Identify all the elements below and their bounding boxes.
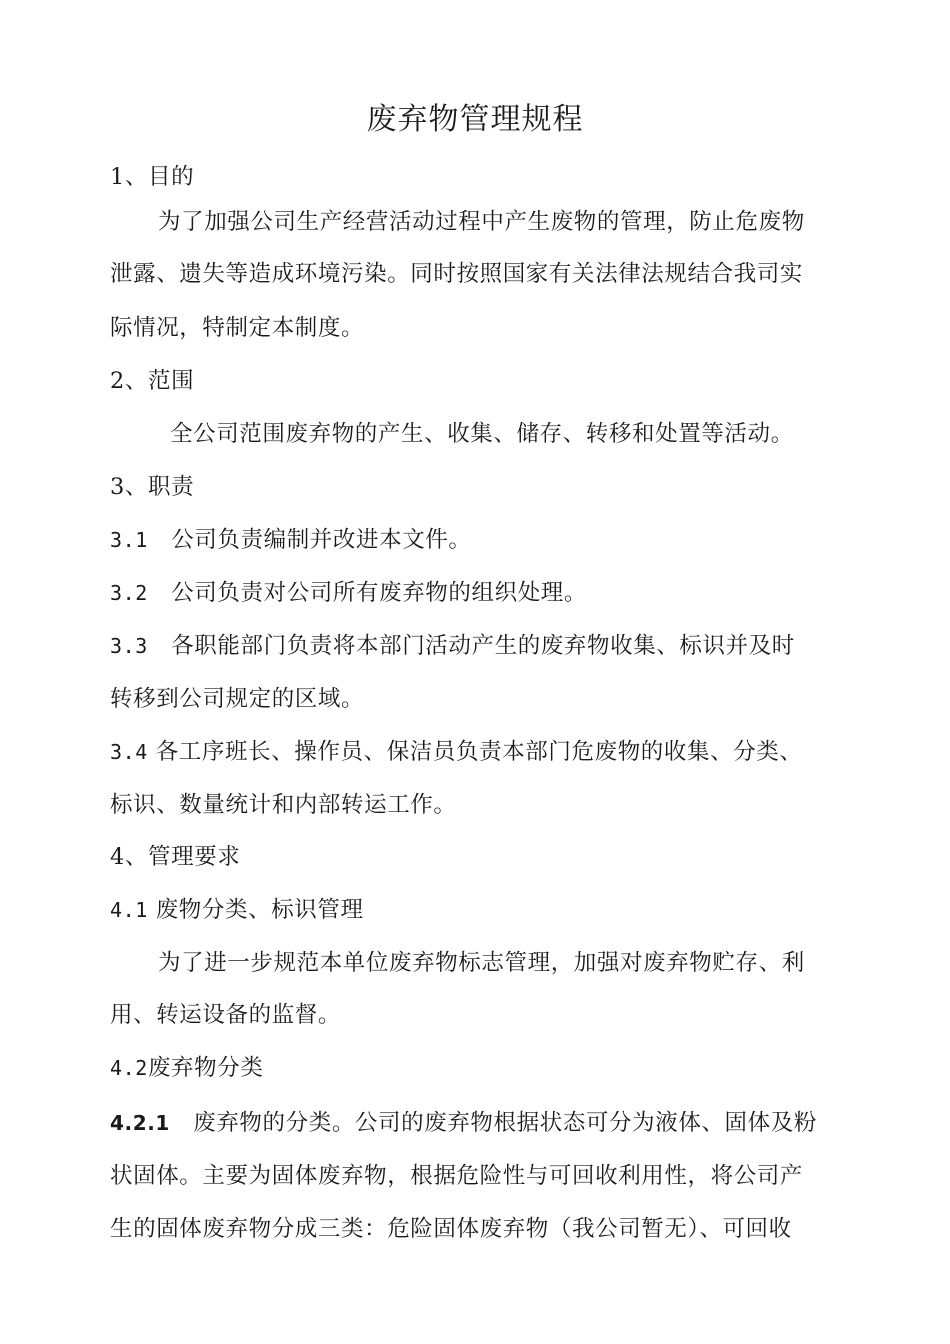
section-heading-requirements: 4、管理要求 (110, 844, 241, 870)
clause-number: 4.1 (110, 898, 148, 922)
clause-text: 公司负责编制并改进本文件。 (171, 527, 472, 553)
paragraph-line: 转移到公司规定的区域。 (110, 686, 365, 712)
paragraph-line: 泄露、遗失等造成环境污染。同时按照国家有关法律法规结合我司实 (110, 261, 804, 287)
paragraph-line: 全公司范围废弃物的产生、收集、储存、转移和处置等活动。 (170, 421, 794, 447)
paragraph-line: 为了加强公司生产经营活动过程中产生废物的管理，防止危废物 (158, 209, 805, 235)
clause-text: 废弃物的分类。公司的废弃物根据状态可分为液体、固体及粉 (193, 1110, 817, 1136)
clause-text: 废物分类、标识管理 (155, 897, 364, 923)
document-title: 废弃物管理规程 (366, 102, 584, 137)
clause-3-2 (110, 576, 830, 610)
clause-number: 3.3 (110, 634, 148, 658)
paragraph-line: 标识、数量统计和内部转运工作。 (110, 792, 457, 818)
clause-4-1 (110, 893, 830, 927)
section-heading-purpose: 1、目的 (110, 164, 195, 190)
clause-number: 4.2 (110, 1056, 148, 1080)
paragraph-line: 生的固体废弃物分成三类：危险固体废弃物（我公司暂无）、可回收 (110, 1216, 792, 1242)
clause-3-4 (110, 735, 830, 769)
section-heading-scope: 2、范围 (110, 368, 195, 394)
clause-number: 3.2 (110, 581, 148, 605)
clause-4-2-1 (110, 1106, 830, 1140)
section-heading-duties: 3、职责 (110, 474, 195, 500)
clause-3-3 (110, 629, 830, 663)
paragraph-line: 状固体。主要为固体废弃物，根据危险性与可回收利用性，将公司产 (110, 1163, 804, 1189)
paragraph-line: 为了进一步规范本单位废弃物标志管理，加强对废弃物贮存、利 (158, 950, 805, 976)
clause-text: 各职能部门负责将本部门活动产生的废弃物收集、标识并及时 (171, 633, 795, 659)
paragraph-line: 用、转运设备的监督。 (110, 1002, 342, 1028)
clause-number: 3.1 (110, 528, 148, 552)
clause-number: 4.2.1 (110, 1111, 170, 1135)
clause-number: 3.4 (110, 740, 148, 764)
paragraph-line: 际情况，特制定本制度。 (110, 315, 365, 341)
clause-4-2 (110, 1051, 830, 1085)
clause-text: 废弃物分类 (147, 1055, 264, 1081)
clause-text: 各工序班长、操作员、保洁员负责本部门危废物的收集、分类、 (155, 739, 803, 765)
clause-3-1 (110, 523, 830, 557)
clause-text: 公司负责对公司所有废弃物的组织处理。 (171, 580, 588, 606)
